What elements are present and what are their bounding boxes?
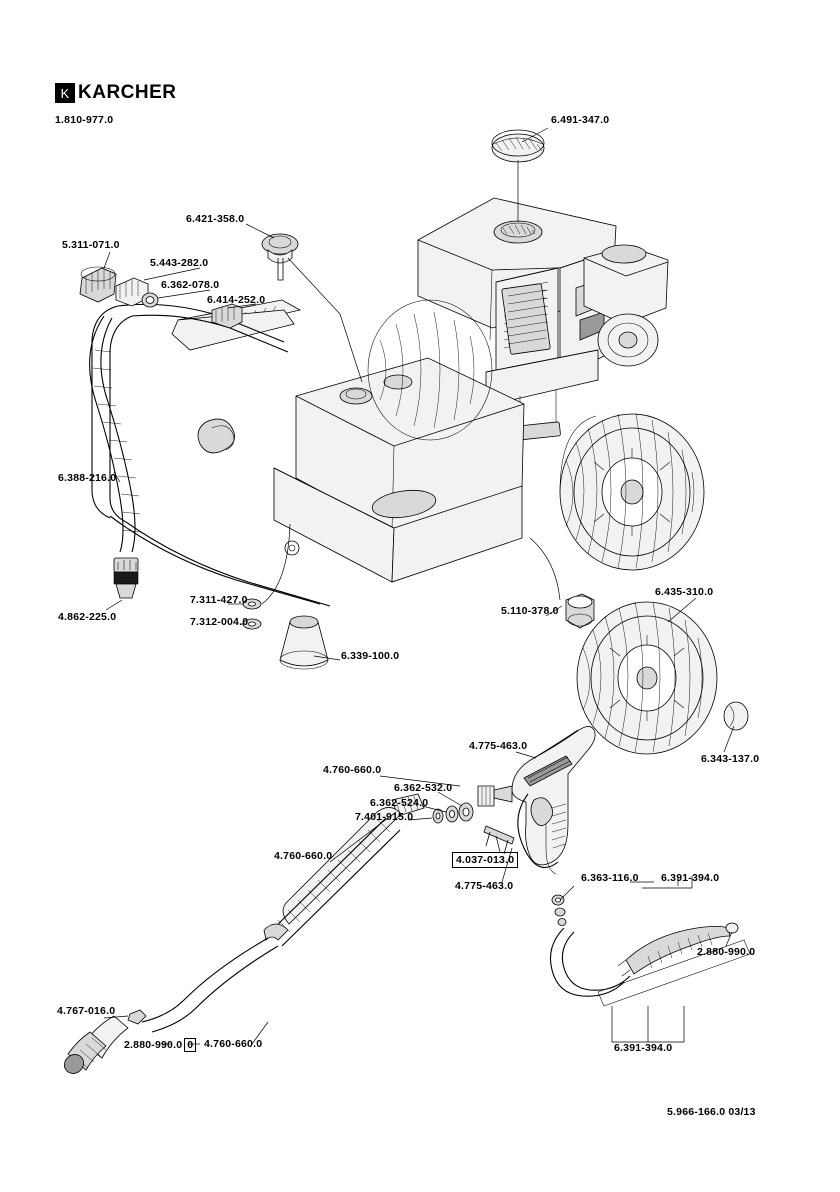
part-label-6388216: 6.388-216.0 — [58, 472, 117, 484]
document-footer-code: 5.966-166.0 03/13 — [667, 1106, 756, 1118]
part-label-4760660-bottom: 4.760-660.0 — [204, 1038, 263, 1050]
wheel-rear — [560, 414, 704, 570]
part-label-6362524: 6.362-524.0 — [370, 797, 429, 809]
part-label-6362078: 6.362-078.0 — [161, 279, 220, 291]
part-label-4760660-top: 4.760-660.0 — [323, 764, 382, 776]
part-label-7312004: 7.312-004.0 — [190, 616, 249, 628]
part-label-5311071: 5.311-071.0 — [62, 239, 120, 251]
part-coupler-5311071 — [80, 267, 116, 302]
part-label-5443282: 5.443-282.0 — [150, 257, 209, 269]
part-clip-4037013 — [484, 826, 514, 854]
part-lance-4760660 — [142, 794, 424, 1032]
part-number-text: 2.880-990.0 — [124, 1039, 183, 1051]
part-label-4775463-top: 4.775-463.0 — [469, 740, 528, 752]
pump-and-frame — [92, 300, 524, 606]
part-ring-6363116 — [552, 895, 566, 926]
part-label-4775463-bottom: 4.775-463.0 — [455, 880, 514, 892]
part-label-6491347: 6.491-347.0 — [551, 114, 610, 126]
part-wheel-6435310 — [577, 602, 717, 754]
part-label-7311427: 7.311-427.0 — [190, 594, 248, 606]
part-label-6391394-top: 6.391-394.0 — [661, 872, 720, 884]
part-label-6339100: 6.339-100.0 — [341, 650, 400, 662]
part-label-4037013: 4.037-013.0 — [452, 852, 518, 868]
part-label-6343137: 6.343-137.0 — [701, 753, 760, 765]
part-spacer-5110378 — [566, 594, 594, 628]
part-label-6391394-bottom: 6.391-394.0 — [614, 1042, 673, 1054]
part-knob-6421358 — [262, 234, 298, 280]
part-oring-6362524 — [446, 806, 458, 822]
part-label-4862225: 4.862-225.0 — [58, 611, 117, 623]
part-hubcap-6343137 — [724, 702, 748, 730]
part-label-4767016: 4.767-016.0 — [57, 1005, 116, 1017]
fuel-cap-part — [492, 130, 544, 162]
karcher-logo-mark: K — [55, 83, 75, 103]
part-label-2880990-left — [124, 1038, 196, 1052]
part-label-suffix-box: 0 — [184, 1038, 196, 1052]
part-foot-6339100 — [280, 616, 328, 669]
part-label-4760660-mid: 4.760-660.0 — [274, 850, 333, 862]
karcher-wordmark: KARCHER — [78, 82, 177, 103]
part-label-6435310: 6.435-310.0 — [655, 586, 714, 598]
part-label-2880990-right: 2.880-990.0 — [697, 946, 756, 958]
part-oring-6362078 — [142, 293, 158, 307]
part-label-6414252: 6.414-252.0 — [207, 294, 266, 306]
part-label-6362532: 6.362-532.0 — [394, 782, 453, 794]
part-label-7401915: 7.401-915.0 — [355, 811, 414, 823]
part-lance-6391394 — [551, 923, 739, 996]
part-label-5110378: 5.110-378.0 — [501, 605, 559, 617]
model-number: 1.810-977.0 — [55, 114, 114, 126]
part-filter-4862225 — [114, 558, 138, 598]
part-label-6363116: 6.363-116.0 — [581, 872, 639, 884]
part-label-6421358: 6.421-358.0 — [186, 213, 245, 225]
part-suction-hose-6388216 — [90, 316, 140, 552]
